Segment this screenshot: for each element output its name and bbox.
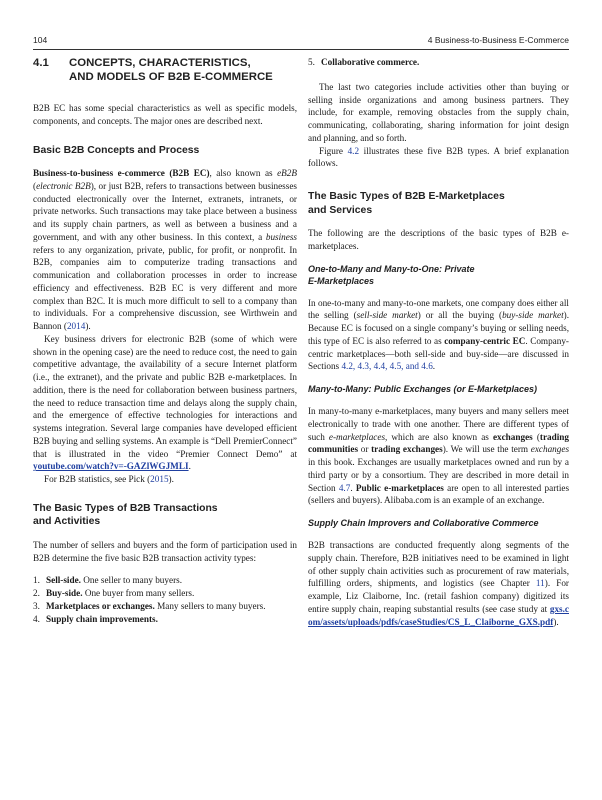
basic-paragraph-1: Business-to-business e-commerce (B2B EC), also known as eB2B (electronic B2B), or just B2B, refers to transactions between businesses conducted electronically over the Internet, extranets, intranets, or private networks. Such transactions may take place between a business and its supply chain partners, as well as between a business and a government, and with any other business. In this context, a business refers to any organization, private, public, for profit, or nonprofit. In B2B, companies aim to computerize trading transactions and communication and collaboration processes in order to increase efficiency and effectiveness. B2B EC is very different and more complex than B2C. It is much more difficult to sell to a company than to individuals. For a comprehensive discussion, see Wirthwein and Bannon (2014). — [33, 168, 297, 331]
citation-link[interactable]: 2015 — [150, 474, 169, 484]
public-exchanges-heading: Many-to-Many: Public Exchanges (or E-Marketplaces) — [308, 384, 538, 394]
public-exchanges-paragraph: In many-to-many e-marketplaces, many buyers and many sellers meet electronically to trade with one another. There are different types of such e-marketplaces, which are also known as exchanges (trading communities or trading exchanges). We will use the term exchanges in this book. Exchanges are usually marketplaces owned and run by a third party or by a consortium. They are described in more detail in Section 4.7. Public e-marketplaces are open to all interested parties (sellers and buyers). Alibaba.com is an example of an exchange. — [308, 406, 570, 506]
list-item: 1. Sell-side. One seller to many buyers. — [33, 575, 183, 586]
section-intro: B2B EC has some special characteristics as well as specific models, components, and concepts. The major ones are described next. — [33, 103, 297, 126]
private-emarketplaces-paragraph: In one-to-many and many-to-one markets, one company does either all the selling (sell-side market) or all the buying (buy-side market). Because EC is focused on a single company’s buying or selling needs, this type of EC is also referred to as company-centric EC. Company-centric marketplaces—both sell-side and buy-side—are discussed in Sections 4.2, 4.3, 4.4, 4.5, and 4.6. — [308, 297, 569, 372]
list-item: 4. Supply chain improvements. — [33, 613, 158, 624]
header-rule — [33, 49, 569, 50]
term-b2b-ec: Business-to-business e-commerce (B2B EC) — [33, 168, 210, 178]
supply-chain-heading: Supply Chain Improvers and Collaborative Commerce — [308, 518, 539, 528]
basic-paragraph-2: Key business drivers for electronic B2B (some of which were shown in the opening case) are the need to reduce cost, the need to gain competitive advantage, the availability of a secure Internet platform (i.e., the extranet), and the private and public B2B e-marketplaces. In addition, there is the need for collaboration between business partners, the need to reduce transaction time and delays along the supply chain, and the emergence of effective technologies for interactions and systems integration. Several large companies have developed efficient B2B buying and selling systems. An example is “Dell PremierConnect” that is illustrated in the video “Premier Connect Demo” at youtube.com/watch?v=-GAZlWGJMLI. — [33, 333, 297, 472]
transactions-intro: The number of sellers and buyers and the form of participation used in B2B determine the five basic B2B transaction activity types: — [33, 539, 297, 563]
section-number: 4.1 — [33, 57, 49, 69]
basic-concepts-heading: Basic B2B Concepts and Process — [33, 144, 200, 156]
transactions-heading: The Basic Types of B2B Transactions and Activities — [33, 502, 218, 528]
figure-link[interactable]: 4.2 — [347, 145, 360, 156]
supply-chain-paragraph: B2B transactions are conducted frequently along segments of the supply chain. Therefore, B2B initiatives need to be examined in light of other supply chain activities such as procurement of raw materials, fulfilling orders, shipments, and logistics (see Chapter 11). For example, Liz Claiborne, Inc. (retail fashion company) digitized its entire supply chain, reaping substantial results (see case study at gxs.com/assets/uploads/pdfs/caseStudies/CS_L_Claiborne_GXS.pdf). — [308, 540, 569, 627]
case-study-link[interactable]: gxs.com/assets/uploads/pdfs/caseStudies/CS_L_Claiborne_GXS.pdf — [308, 603, 569, 627]
transaction-types-list — [33, 574, 297, 625]
section-link[interactable]: 4.7 — [338, 482, 351, 493]
emarketplaces-heading: The Basic Types of B2B E-Marketplaces and Services — [308, 191, 505, 216]
emarketplaces-intro: The following are the descriptions of the basic types of B2B e-marketplaces. — [308, 228, 569, 251]
sections-link[interactable]: 4.2, 4.3, 4.4, 4.5, and 4.6 — [341, 361, 433, 372]
citation-link[interactable]: 2014 — [66, 321, 86, 331]
section-title-line1: CONCEPTS, CHARACTERISTICS, — [69, 57, 251, 69]
list-item: 5. Collaborative commerce. — [308, 57, 420, 67]
list-item: 2. Buy-side. One buyer from many sellers. — [33, 588, 195, 598]
transactions-after-paragraph: The last two categories include activities other than buying or selling inside organizations and among business partners. They include, for example, removing obstacles from the supply chain, communicating, collaborating, sharing information for joint design and planning, and so forth. — [308, 81, 569, 143]
running-head: 4 Business-to-Business E-Commerce — [427, 35, 569, 45]
chapter-link[interactable]: 11 — [535, 578, 545, 589]
figure-reference-paragraph: Figure 4.2 illustrates these five B2B types. A brief explanation follows. — [308, 145, 569, 169]
right-column — [308, 56, 569, 628]
basic-paragraph-3: For B2B statistics, see Pick (2015). — [44, 474, 174, 484]
youtube-link[interactable]: youtube.com/watch?v=-GAZlWGJMLI — [33, 461, 189, 472]
section-title-line2: AND MODELS OF B2B E-COMMERCE — [69, 71, 273, 83]
page-number: 104 — [33, 35, 48, 45]
private-emarketplaces-heading: One-to-Many and Many-to-One: Private E-Marketplaces — [308, 263, 475, 286]
section-heading — [33, 56, 297, 84]
list-item: 3. Marketplaces or exchanges. Many sellers to many buyers. — [33, 600, 266, 611]
left-column — [33, 56, 297, 625]
transaction-types-list-cont — [308, 56, 569, 69]
